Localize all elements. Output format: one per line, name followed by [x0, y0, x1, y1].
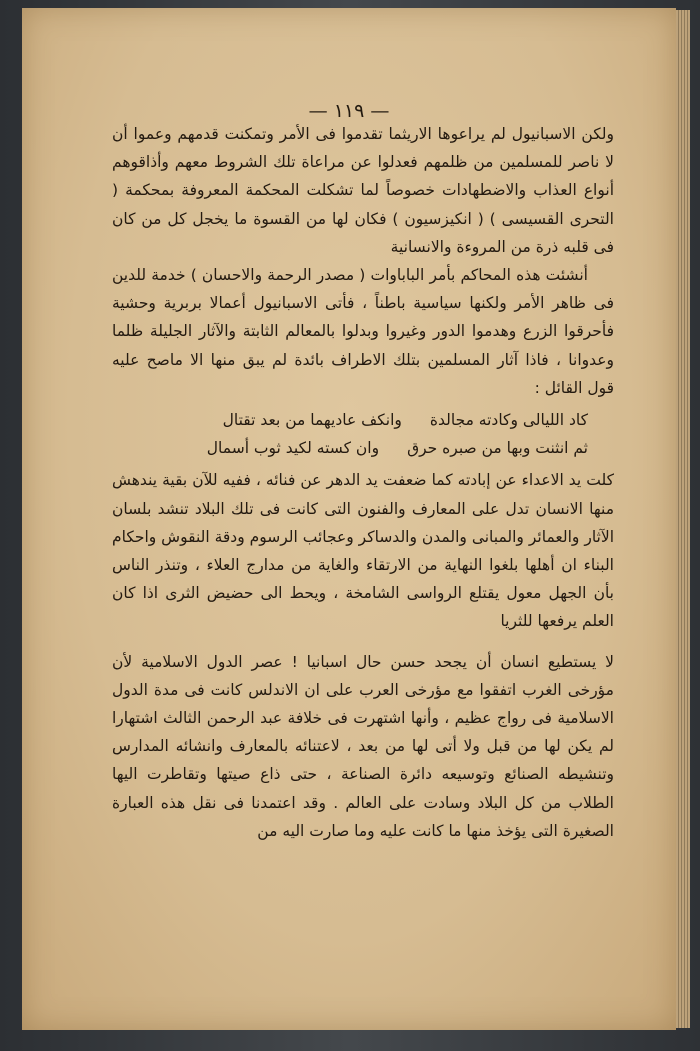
verse-second-hemistich: وانكف عاديهما من بعد تقتال	[222, 411, 402, 430]
page-edges	[676, 10, 690, 1028]
poem-verse	[112, 406, 588, 434]
paragraph: لا يستطيع انسان أن يجحد حسن حال اسبانيا ! عصر الدول الاسلامية لأن مؤرخى الغرب اتفقوا مع مؤرخى العرب على ان الاندلس كانت فى مدة الدول الاسلامية فى رواج عظيم ، وأنها اشتهرت فى خلافة عبد الرحمن الثالث اشتهارا لم يكن لها من قبل ولا أتى لها من بعد ، لاعتنائه بالمعارف وانشائه المدارس وتنشيطه الصنائع وتوسيعه دائرة الصناعة ، حتى ذاع صيتها وتقاطرت اليها الطلاب من كل البلاد وسادت على العالم . وقد اعتمدنا فى نقل هذه العبارة الصغيرة التى يؤخذ منها ما كانت عليه وما صارت اليه من	[112, 652, 614, 840]
verse-first-hemistich: كاد الليالى وكادته مجالدة	[429, 411, 588, 430]
verse-first-hemistich: ثم انثنت وبها من صبره حرق	[407, 439, 588, 458]
paragraph: ولكن الاسبانيول لم يراعوها الاريثما تقدموا فى الأمر وتمكنت قدمهم وعموا أن لا ناصر للمسلمين من ظلمهم فعدلوا عن مراعاة تلك الشروط معهم وأذاقوهم أنواع العذاب والاضطهادات خصوصاً لما تشكلت المحكمة المعروفة بمحكمة ( التحرى القسيسى ) ( انكيزسيون ) فكان لها من القسوة ما يخجل كل من كان فى قلبه ذرة من المروءة والانسانية	[112, 125, 614, 256]
verse-second-hemistich: وان كسته لكيد ثوب أسمال	[206, 439, 380, 458]
page-number: — ١١٩ —	[308, 100, 390, 122]
poem	[112, 406, 614, 462]
poem-verse	[112, 434, 588, 462]
paragraph-gap	[112, 636, 614, 648]
paragraph: كلت يد الاعداء عن إبادته كما ضعفت يد الدهر عن فنائه ، ففيه للآن بقية يندهش منها الانسان تدل على المعارف والفنون التى كانت فى تلك البلاد تنشد بلسان الآثار والعمائر والمبانى والمدن والدساكر وعجائب الرسوم ودقة النقوش واحكام البناء ان أهلها بلغوا النهاية من الارتقاء والغاية من مدارج العلاء ، وتنذر الناس بأن الجهل معول يقتلع الرواسى الشامخة ، ويحط الى حضيض الثرى اذا كان العلم يرفعها للثريا	[112, 471, 614, 631]
page-body	[112, 120, 614, 845]
paragraph: أنشئت هذه المحاكم بأمر الباباوات ( مصدر الرحمة والاحسان ) خدمة للدين فى ظاهر الأمر ولكنها سياسية باطناً ، فأتى الاسبانيول أعمالا بربرية وحشية فأحرقوا الزرع وهدموا الدور وغيروا وبدلوا بالمعالم الثابتة والآثار الجليلة ظلما وعدوانا ، فاذا آثار المسلمين بتلك الاطراف بائدة لم يبق منها الا ماصح عليه قول القائل :	[112, 266, 614, 397]
